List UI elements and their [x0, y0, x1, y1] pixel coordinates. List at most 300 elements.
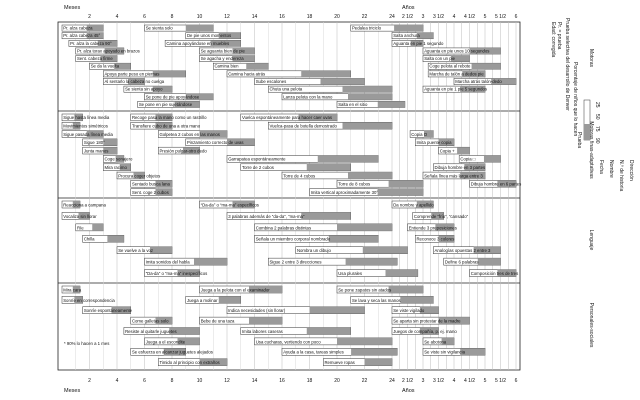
month-tick-label: 14	[251, 378, 258, 384]
month-tick-label: 12	[224, 378, 230, 384]
item-label: Camina bien	[214, 63, 239, 69]
year-tick-label: 4	[452, 378, 456, 384]
item-bar	[124, 86, 172, 92]
item-bar-shade	[321, 78, 365, 84]
item-label: Sent. cabeza firme	[76, 56, 113, 62]
item-bar	[337, 286, 423, 293]
item-bar	[62, 286, 82, 293]
item-bar	[145, 258, 228, 265]
item-label: Se abotona	[424, 339, 447, 345]
item-bar	[213, 63, 268, 69]
item-bar	[62, 25, 103, 31]
item-label: Se viste vigilado	[393, 308, 425, 314]
item-bar	[433, 247, 500, 254]
item-bar	[186, 139, 255, 146]
legend-caption: Prueba	[576, 132, 582, 149]
item-label: Reconoce 3 colores	[416, 236, 455, 242]
item-label: Timido al principio con extraños	[159, 360, 220, 366]
item-label: Copia +	[439, 148, 455, 154]
item-bar	[255, 338, 393, 345]
item-bar-shade	[107, 235, 124, 242]
item-bar	[117, 247, 172, 254]
item-bar	[131, 317, 172, 324]
item-bar-shade	[472, 63, 501, 69]
item-label: Chilla	[83, 236, 95, 242]
item-bar	[423, 48, 501, 54]
item-bar	[415, 235, 454, 242]
legend-value: 25	[594, 102, 600, 108]
legend-value: 90	[594, 138, 600, 144]
item-bar-shade	[318, 156, 379, 163]
item-label: Remueve ropas	[324, 360, 355, 366]
item-bar	[103, 71, 186, 77]
item-bar	[200, 48, 255, 54]
item-bar-shade	[307, 328, 351, 335]
item-bar	[351, 296, 434, 303]
item-bar	[83, 235, 124, 242]
item-label: Copia O	[411, 131, 428, 137]
item-bar	[62, 122, 108, 129]
item-label: 3 palabras además de “da-da”, “ma-ma”	[228, 213, 305, 219]
month-tick-label: 8	[170, 14, 174, 20]
year-tick-label: 6	[514, 14, 518, 20]
item-bar	[103, 164, 131, 171]
item-label: Pinzamiento correcto de uvas	[186, 140, 244, 146]
patient-field-label: Dirección	[628, 160, 634, 181]
item-bar-shade	[394, 25, 423, 31]
item-label: “Da-da” o “ma-ma” específicos	[200, 202, 259, 208]
item-label: Aguanta en pie unos 10 segundos	[424, 48, 490, 54]
item-bar	[428, 71, 485, 77]
item-bar-shade	[337, 338, 392, 345]
item-label: Se pone de pie apoyándose	[145, 94, 200, 100]
year-tick-label: 3	[421, 14, 425, 20]
item-label: Sentado busca lana	[131, 181, 170, 187]
item-label: Comprende “frío”, “cansado”	[413, 213, 469, 219]
item-bar	[433, 164, 485, 171]
item-label: Salta anchura	[393, 33, 420, 39]
item-bar	[410, 131, 433, 138]
item-bar-shade	[219, 296, 241, 303]
item-label: Marcha atrás talón-dedo	[455, 78, 502, 84]
item-label: Copia □	[460, 156, 476, 162]
item-label: Indica necesidades (sin llorar)	[228, 308, 286, 314]
item-bar	[392, 317, 470, 324]
item-label: Resiste al quitarle juguetes	[125, 328, 177, 334]
item-bar-shade	[150, 247, 172, 254]
year-tick-label: 4 1/2	[463, 378, 476, 384]
year-tick-label: 2 1/2	[401, 378, 414, 384]
item-bar-shade	[301, 71, 351, 77]
item-bar	[392, 33, 433, 39]
item-bar-shade	[365, 359, 393, 366]
form-edad-note: Edad: corregida	[550, 22, 556, 58]
item-bar-shade	[484, 156, 501, 163]
item-bar-shade	[378, 101, 405, 107]
section-label: Motoras	[588, 48, 594, 68]
item-bar-shade	[329, 235, 379, 242]
item-label: Procura coger objetos	[118, 173, 161, 179]
item-bar	[103, 78, 165, 84]
item-bar	[227, 212, 351, 219]
item-bar	[76, 224, 104, 231]
item-label: Movimientos simétricos	[63, 123, 108, 129]
item-label: Lanza pelota con la mano	[283, 94, 333, 100]
month-tick-label: 14	[251, 14, 258, 20]
month-tick-label: 10	[196, 14, 203, 20]
section-label: Motoras finas-adaptativas	[588, 121, 594, 179]
item-label: Dibuja hombre en 3 partes	[434, 165, 486, 170]
item-bar	[145, 270, 208, 277]
item-bar-shade	[457, 147, 469, 154]
item-bar-shade	[343, 122, 393, 129]
item-label: De pie unos momentos	[186, 33, 232, 39]
year-tick-label: 3 1/2	[432, 14, 445, 20]
item-label: Define 6 palabras	[444, 259, 479, 265]
item-bar	[138, 101, 200, 107]
year-tick-label: 4 1/2	[463, 14, 476, 20]
item-label: Come galletas solo	[131, 318, 169, 324]
item-bar	[268, 258, 397, 265]
month-tick-label: 20	[334, 14, 340, 20]
item-label: Se aparta sin protestar de la madre	[393, 318, 461, 324]
item-label: Ríe	[76, 225, 84, 231]
item-label: Composición tres de tres	[470, 270, 519, 276]
item-label: Señala línea más larga entre 3	[424, 173, 483, 179]
item-bar	[62, 114, 110, 121]
item-bar	[186, 296, 241, 303]
footer-months-label: Meses	[64, 388, 81, 394]
item-bar-shade	[400, 296, 433, 303]
item-label: Camina hacia atrás	[228, 71, 266, 77]
item-bar	[337, 180, 423, 187]
item-bar	[444, 258, 501, 265]
item-label: Sent. coge 2 cubos	[131, 189, 169, 195]
item-bar	[200, 317, 283, 324]
item-bar	[62, 201, 107, 208]
item-label: Mira cara	[63, 287, 82, 293]
item-bar	[62, 131, 113, 138]
item-label: Sigue 180°	[83, 140, 105, 146]
form-title: Prueba selectiva del desarrollo de Denver	[564, 18, 570, 111]
item-bar	[392, 307, 439, 314]
item-label: Vuelca-pasa de botella demostrado	[269, 123, 337, 129]
month-tick-label: 8	[170, 378, 174, 384]
item-label: Se agacha y endereza	[200, 56, 244, 62]
item-bar	[241, 164, 351, 171]
item-bar	[62, 296, 115, 303]
month-tick-label: 18	[306, 378, 313, 384]
item-bar	[408, 224, 457, 231]
item-bar	[200, 56, 255, 62]
item-label: Aguanta en pie 1 pie 5 segundos	[424, 86, 488, 92]
item-label: Pr. alza cabeza 45°	[63, 33, 101, 39]
item-label: Juega a el escondite	[145, 339, 186, 345]
month-tick-label: 6	[143, 14, 146, 20]
year-tick-label: 5	[483, 378, 487, 384]
item-label: Camina apoyándose en muebles	[166, 40, 230, 46]
item-label: Torre de 4 cubos	[283, 173, 316, 179]
item-label: Dibuja hombre en 6 partes	[470, 181, 522, 187]
item-label: Torre de 8 cubos	[338, 181, 371, 187]
item-label: Juegos de compañía, p. ej. mano	[393, 328, 457, 334]
item-bar	[131, 348, 213, 355]
item-label: Pedalea triciclo	[351, 25, 382, 31]
item-label: Imita sonidos del habla	[145, 259, 190, 265]
item-bar	[459, 156, 500, 163]
item-bar-shade	[249, 317, 282, 324]
item-bar	[145, 25, 214, 31]
item-bar	[310, 189, 424, 196]
item-label: Juega a molinar	[186, 297, 218, 303]
section-label: Lenguaje	[588, 229, 594, 251]
item-label: Se sienta sin apoyo	[125, 86, 163, 92]
item-bar	[131, 189, 172, 196]
item-bar	[392, 40, 444, 46]
legend-value: 75	[594, 126, 600, 132]
item-label: Sube escalones	[255, 78, 287, 84]
item-bar-shade	[92, 224, 103, 231]
item-label: Usa cucharas, vertiendo con poco	[255, 339, 321, 345]
item-bar	[227, 307, 365, 314]
item-bar	[69, 40, 117, 46]
item-bar-shade	[103, 139, 117, 146]
item-label: Señala un miembro corporal nombrado	[255, 236, 331, 242]
item-bar	[131, 122, 201, 129]
item-label: Marcha de talón a dedos pie	[429, 71, 484, 77]
item-bar	[165, 40, 241, 46]
item-bar	[423, 348, 485, 355]
footnote: * 90% lo hacen a 1 mes	[64, 341, 110, 346]
item-bar	[268, 122, 392, 129]
item-bar	[351, 25, 423, 31]
month-tick-label: 24	[389, 378, 395, 384]
month-tick-label: 4	[115, 378, 119, 384]
item-bar-shade	[386, 270, 418, 277]
item-label: Se esfuerza en alcanzar juguetes alejados	[131, 349, 213, 355]
item-label: Se pone zapatos sin atados	[338, 287, 392, 293]
month-tick-label: 20	[334, 378, 340, 384]
patient-field-label: N.º de historia	[618, 160, 624, 192]
item-bar	[158, 147, 207, 154]
item-bar	[76, 56, 117, 62]
year-tick-label: 5	[483, 14, 487, 20]
item-bar	[124, 328, 200, 335]
item-label: Coge pelota al rebote	[429, 63, 471, 69]
item-bar	[103, 156, 133, 163]
item-label: Imita labores caseras	[241, 328, 283, 334]
month-tick-label: 10	[196, 378, 203, 384]
item-label: Al sentarlo la cabeza no cuelga	[104, 78, 165, 84]
item-label: Pr. alza la cabeza 90°	[70, 40, 112, 46]
item-bar-shade	[363, 247, 408, 254]
item-bar-shade	[310, 307, 365, 314]
month-tick-label: 24	[389, 14, 395, 20]
item-bar	[241, 114, 337, 121]
month-tick-label: 6	[143, 378, 146, 384]
item-bar	[282, 172, 392, 179]
month-tick-label: 12	[224, 14, 230, 20]
year-tick-label: 5 1/2	[494, 14, 507, 20]
item-bar-shade	[348, 172, 392, 179]
item-bar	[76, 48, 140, 54]
item-bar	[392, 201, 434, 208]
item-bar	[90, 63, 131, 69]
item-bar-shade	[389, 180, 423, 187]
item-bar	[423, 338, 454, 345]
item-bar	[255, 78, 365, 84]
month-tick-label: 22	[361, 14, 368, 20]
item-label: Combina 2 palabras distintas	[255, 225, 312, 231]
item-bar	[428, 63, 500, 69]
item-label: Se pone en pie sujetándose	[138, 101, 193, 107]
item-bar	[62, 33, 103, 39]
item-bar	[470, 180, 522, 187]
item-bar	[227, 156, 378, 163]
item-label: Golpetea 2 cubos en las manos	[159, 131, 220, 137]
item-bar	[158, 131, 227, 138]
item-bar	[337, 270, 418, 277]
item-label: Salta en el sitio	[338, 101, 368, 107]
month-tick-label: 2	[88, 14, 91, 20]
item-bar-shade	[337, 224, 392, 231]
item-bar	[413, 212, 469, 219]
item-label: Pr. alza cabeza	[63, 25, 93, 31]
item-bar-shade	[389, 286, 423, 293]
item-label: Se sienta solo	[145, 25, 173, 31]
item-bar-shade	[351, 348, 397, 355]
month-tick-label: 16	[279, 378, 285, 384]
item-bar	[323, 359, 392, 366]
item-label: Ayuda a la casa, tareas simples	[283, 349, 344, 355]
item-label: Sigue pasada línea media	[63, 131, 113, 137]
item-bar	[131, 114, 207, 121]
item-label: Entiende 3 preposiciones	[408, 225, 457, 231]
item-bar	[117, 172, 160, 179]
item-bar-shade	[246, 63, 268, 69]
item-label: Recoge pasa la mano como un rastrillo	[131, 115, 207, 121]
item-bar-shade	[307, 164, 351, 171]
item-bar	[145, 94, 214, 100]
item-label: Chuta una pelota	[269, 86, 303, 92]
item-bar	[83, 307, 133, 314]
item-label: Da nombre y apellido	[393, 202, 434, 208]
item-bar	[83, 139, 117, 146]
year-tick-label: 4	[452, 14, 456, 20]
year-tick-label: 2 1/2	[401, 14, 414, 20]
year-tick-label: 6	[514, 378, 518, 384]
item-bar	[131, 180, 172, 187]
item-bar	[439, 147, 470, 154]
header-months-label: Meses	[64, 5, 81, 11]
form-percent-note: Porcentaje de niños que lo hacen	[572, 62, 578, 137]
item-bar	[423, 86, 487, 92]
item-label: Usa plurales	[338, 270, 363, 276]
item-bar-shade	[378, 189, 423, 196]
item-label: Coge sonajero	[104, 156, 133, 162]
item-bar	[454, 78, 516, 84]
item-label: Garrapatea espontáneamente	[228, 156, 286, 162]
item-label: Transfiere cubo de una a otra mano	[131, 123, 201, 129]
item-bar	[158, 359, 227, 366]
item-label: Sigue 2 entre 3 direcciones	[269, 259, 322, 265]
item-label: “Da-da” o “ma-ma” inespecíficos	[145, 270, 208, 276]
item-label: Sonríe espontáneamente	[83, 308, 133, 314]
item-label: Sonríe en correspondencia	[63, 297, 115, 303]
footer-years-label: Años	[402, 388, 415, 394]
legend-value: 50	[594, 114, 600, 120]
item-bar	[470, 270, 519, 277]
item-bar	[415, 139, 454, 146]
item-bar	[186, 33, 241, 39]
item-label: Se da la vuelta	[90, 63, 120, 69]
item-bar	[62, 212, 97, 219]
item-label: Se vuelve a la voz	[118, 248, 154, 254]
month-tick-label: 18	[306, 14, 313, 20]
item-label: Pr. alza torax apoyado en brazos	[76, 48, 140, 54]
item-bar-shade	[343, 86, 393, 92]
item-bar-shade	[301, 212, 351, 219]
patient-field-label: Nombre	[608, 160, 614, 178]
item-label: Sigue hasta línea media	[63, 115, 110, 121]
item-bar	[392, 328, 457, 335]
item-bar	[241, 328, 351, 335]
item-bar	[423, 56, 470, 62]
item-label: Se viste sin vigilancia	[424, 349, 466, 355]
item-label: Vocaliza sin llorar	[63, 213, 97, 219]
year-tick-label: 5 1/2	[494, 378, 507, 384]
item-label: Vuelca espontáneamente para hacer caer uvas	[241, 115, 333, 121]
item-label: Nombra un dibujo	[296, 248, 331, 254]
patient-field-label: Fecha	[598, 160, 604, 174]
item-label: Torre de 2 cubos	[241, 165, 274, 170]
header-years-label: Años	[402, 5, 415, 11]
item-bar-shade	[346, 258, 398, 265]
item-bar	[145, 338, 200, 345]
item-bar	[200, 286, 283, 293]
item-bar	[423, 172, 485, 179]
section-label: Personales-sociales	[588, 302, 594, 348]
item-bar	[282, 94, 392, 100]
item-bar	[83, 147, 117, 154]
item-label: Juega a la pelota con el examinador	[200, 287, 270, 293]
year-tick-label: 3	[421, 378, 425, 384]
item-bar	[255, 235, 379, 242]
item-bar-shade	[186, 25, 214, 31]
item-label: Se lava y seca las manos	[351, 297, 401, 303]
item-bar-shade	[478, 258, 501, 265]
item-bar	[337, 101, 405, 107]
item-label: Imita puente copia	[416, 140, 452, 146]
item-label: Mira racimo	[104, 165, 127, 170]
item-bar	[227, 71, 351, 77]
item-bar-shade	[194, 258, 227, 265]
item-label: Reacciona a campana	[63, 202, 106, 208]
item-bar	[268, 86, 392, 92]
item-bar	[282, 348, 397, 355]
item-label: Se aguanta bien de pie	[200, 48, 245, 54]
item-label: Junta manos	[83, 148, 109, 154]
item-label: Bebe de una taza	[200, 318, 235, 324]
item-label: Analogías opuestas 2 entre 3	[434, 248, 491, 254]
month-tick-label: 4	[115, 14, 119, 20]
item-label: Apoya parte peso en piernas	[104, 71, 160, 77]
item-bar	[200, 201, 259, 208]
month-tick-label: 2	[88, 378, 91, 384]
item-bar	[255, 224, 393, 231]
item-label: Imita vertical aproximadamente 30°	[310, 189, 379, 195]
item-label: Presión pulgar-otro dedo	[159, 148, 207, 154]
